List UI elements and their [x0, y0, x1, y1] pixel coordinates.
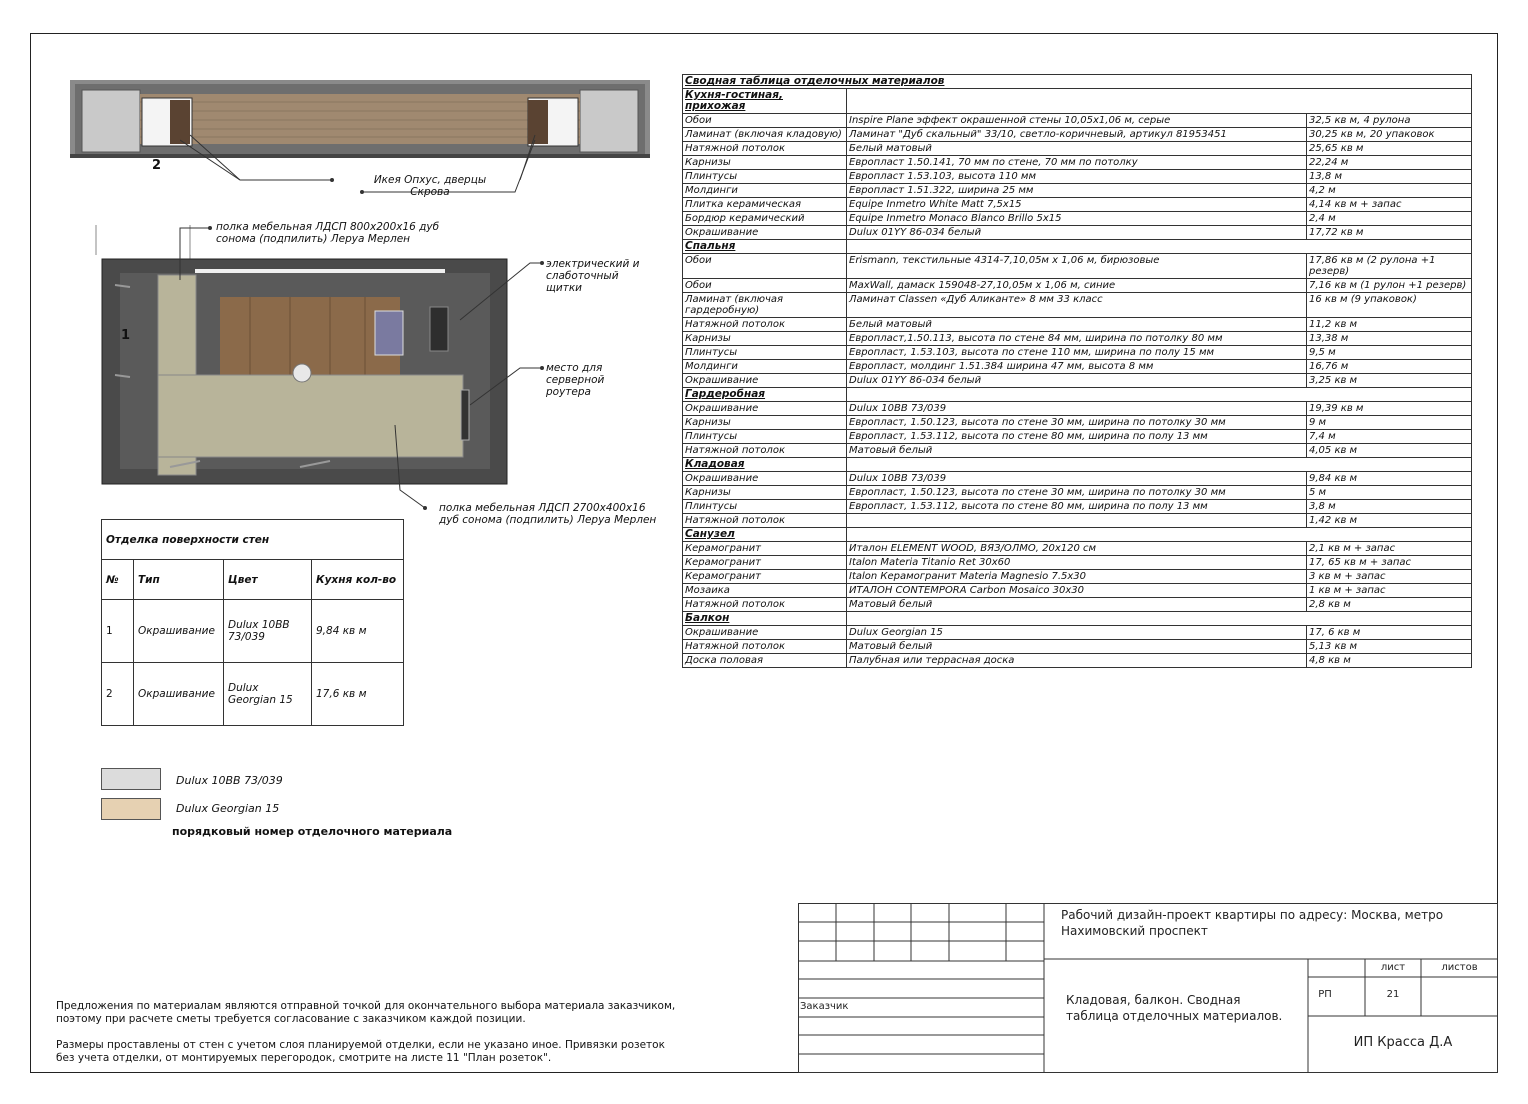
table-row [683, 170, 1472, 184]
section-empty-cell [847, 458, 1472, 472]
legend-note: порядковый номер отделочного материала [172, 825, 453, 838]
marker-1: 1 [121, 328, 131, 343]
cell-material: Италон ELEMENT WOOD, ВЯЗ/ОЛМО, 20х120 см [847, 542, 1307, 556]
cell-qty: 3,25 кв м [1307, 374, 1472, 388]
table-row [683, 500, 1472, 514]
table-row [683, 374, 1472, 388]
cell-material: MaxWall, дамаск 159048-27,10,05м х 1,06 м, синие [847, 279, 1307, 293]
cell-qty: 17,72 кв м [1307, 226, 1472, 240]
cell-name: Окрашивание [683, 402, 847, 416]
marker-2: 2 [152, 158, 162, 173]
table-row [683, 542, 1472, 556]
cell-qty: 17, 65 кв м + запас [1307, 556, 1472, 570]
wall-header-color: Цвет [224, 560, 312, 600]
table-row [683, 293, 1472, 318]
table-row [683, 472, 1472, 486]
table-row [683, 332, 1472, 346]
cell-qty: 17, 6 кв м [1307, 626, 1472, 640]
table-row [683, 626, 1472, 640]
leader-lines-plan [170, 220, 550, 520]
cell-material: Italon Керамогранит Materia Magnesio 7.5x30 [847, 570, 1307, 584]
wall-cell: 1 [102, 600, 134, 663]
cell-qty: 7,16 кв м (1 рулон +1 резерв) [1307, 279, 1472, 293]
cell-material [847, 514, 1307, 528]
cell-material: Dulux 01YY 86-034 белый [847, 374, 1307, 388]
table-row [683, 640, 1472, 654]
cell-material: Inspire Plane эффект окрашенной стены 10,05х1,06 м, серые [847, 114, 1307, 128]
section-label: Кладовая [683, 458, 847, 472]
table-row [683, 444, 1472, 458]
cell-material: Dulux 10BB 73/039 [847, 472, 1307, 486]
cell-qty: 4,05 кв м [1307, 444, 1472, 458]
cell-name: Натяжной потолок [683, 318, 847, 332]
cell-qty: 4,8 кв м [1307, 654, 1472, 668]
cell-material: Dulux Georgian 15 [847, 626, 1307, 640]
cell-name: Окрашивание [683, 626, 847, 640]
cell-material: Erismann, текстильные 4314-7,10,05м х 1,06 м, бирюзовые [847, 254, 1307, 279]
cell-material: Европласт, 1.50.123, высота по стене 30 мм, ширина по потолку 30 мм [847, 416, 1307, 430]
cell-material: Dulux 01YY 86-034 белый [847, 226, 1307, 240]
wall-cell: 17,6 кв м [312, 663, 404, 726]
table-row [102, 600, 404, 663]
cell-qty: 3,8 м [1307, 500, 1472, 514]
section-label: Гардеробная [683, 388, 847, 402]
materials-summary-table [682, 74, 1472, 668]
note-paragraph-1: Предложения по материалам являются отправной точкой для окончательного выбора материала заказчиком, поэтому при расчете сметы требуется согласование с заказчиком каждой позиции. [56, 1000, 676, 1025]
callout-shelf-top: полка мебельная ЛДСП 800х200х16 дуб сонома (подпилить) Леруа Мерлен [216, 221, 440, 245]
section-empty-cell [847, 89, 1472, 114]
cell-qty: 4,14 кв м + запас [1307, 198, 1472, 212]
project-title: Рабочий дизайн-проект квартиры по адресу: Москва, метро Нахимовский проспект [1061, 908, 1444, 938]
cell-qty: 17,86 кв м (2 рулона +1 резерв) [1307, 254, 1472, 279]
sheets-label: листов [1441, 962, 1478, 973]
cell-name: Мозаика [683, 584, 847, 598]
cell-qty: 3 кв м + запас [1307, 570, 1472, 584]
table-row [683, 416, 1472, 430]
table-row [683, 318, 1472, 332]
callout-router: место для серверной роутера [546, 362, 605, 398]
cell-qty: 13,38 м [1307, 332, 1472, 346]
cell-name: Ламинат (включая гардеробную) [683, 293, 847, 318]
table-row [683, 114, 1472, 128]
cell-material: Европласт, молдинг 1.51.384 ширина 47 мм, высота 8 мм [847, 360, 1307, 374]
section-row [683, 458, 1472, 472]
section-row [683, 528, 1472, 542]
section-label: Кухня-гостиная, прихожая [683, 89, 847, 114]
callout-shelf-bottom: полка мебельная ЛДСП 2700х400х16 дуб сонома (подпилить) Леруа Мерлен [439, 502, 657, 526]
cell-name: Окрашивание [683, 374, 847, 388]
cell-material: Dulux 10BB 73/039 [847, 402, 1307, 416]
cell-name: Молдинги [683, 184, 847, 198]
cell-qty: 11,2 кв м [1307, 318, 1472, 332]
cell-name: Натяжной потолок [683, 444, 847, 458]
wall-table-title: Отделка поверхности стен [102, 520, 404, 560]
cell-name: Натяжной потолок [683, 640, 847, 654]
cell-material: Белый матовый [847, 318, 1307, 332]
section-label: Санузел [683, 528, 847, 542]
cell-name: Плинтусы [683, 170, 847, 184]
cell-material: Equipe Inmetro White Matt 7,5х15 [847, 198, 1307, 212]
wall-cell: 9,84 кв м [312, 600, 404, 663]
legend-label-beige: Dulux Georgian 15 [176, 802, 280, 815]
table-row [683, 570, 1472, 584]
sheet-label: лист [1380, 962, 1406, 973]
cell-qty: 2,1 кв м + запас [1307, 542, 1472, 556]
table-row [102, 663, 404, 726]
cell-qty: 2,4 м [1307, 212, 1472, 226]
wall-cell: Dulux 10BB 73/039 [224, 600, 312, 663]
cell-qty: 19,39 кв м [1307, 402, 1472, 416]
cell-qty: 5,13 кв м [1307, 640, 1472, 654]
cell-material: Equipe Inmetro Monaco Blanco Brillo 5х15 [847, 212, 1307, 226]
wall-cell: Dulux Georgian 15 [224, 663, 312, 726]
cell-name: Ламинат (включая кладовую) [683, 128, 847, 142]
cell-material: Палубная или террасная доска [847, 654, 1307, 668]
cell-name: Плинтусы [683, 430, 847, 444]
cell-name: Окрашивание [683, 472, 847, 486]
section-row [683, 612, 1472, 626]
wall-finish-table [101, 519, 404, 726]
section-row [683, 240, 1472, 254]
section-label: Балкон [683, 612, 847, 626]
summary-table-title: Сводная таблица отделочных материалов [683, 75, 1472, 89]
cell-qty: 1 кв м + запас [1307, 584, 1472, 598]
cell-qty: 30,25 кв м, 20 упаковок [1307, 128, 1472, 142]
cell-name: Плинтусы [683, 500, 847, 514]
section-row [683, 89, 1472, 114]
cell-material: Европласт, 1.53.112, высота по стене 80 мм, ширина по полу 13 мм [847, 500, 1307, 514]
table-row [683, 128, 1472, 142]
cell-material: Ламинат "Дуб скальный" 33/10, светло-коричневый, артикул 81953451 [847, 128, 1307, 142]
cell-name: Карнизы [683, 486, 847, 500]
legend-swatch-beige [101, 798, 161, 820]
table-row [683, 556, 1472, 570]
cell-material: Матовый белый [847, 598, 1307, 612]
sheet-number: 21 [1386, 989, 1400, 1000]
cell-name: Керамогранит [683, 570, 847, 584]
cell-qty: 5 м [1307, 486, 1472, 500]
section-label: Спальня [683, 240, 847, 254]
cell-name: Бордюр керамический [683, 212, 847, 226]
table-row [683, 584, 1472, 598]
wall-cell: Окрашивание [134, 600, 224, 663]
table-row [683, 226, 1472, 240]
wall-header-num: № [102, 560, 134, 600]
table-row [683, 514, 1472, 528]
cell-name: Керамогранит [683, 556, 847, 570]
cell-qty: 22,24 м [1307, 156, 1472, 170]
cell-material: Italon Materia Titanio Ret 30x60 [847, 556, 1307, 570]
cell-name: Керамогранит [683, 542, 847, 556]
note-paragraph-2: Размеры проставлены от стен с учетом слоя планируемой отделки, если не указано иное. Привязки розеток без учета отделки, от монтируемых перегородок, смотрите на листе 11 "План розеток". [56, 1039, 665, 1064]
cell-qty: 16 кв м (9 упаковок) [1307, 293, 1472, 318]
cell-name: Плитка керамическая [683, 198, 847, 212]
table-row [683, 430, 1472, 444]
cell-material: Европласт, 1.53.103, высота по стене 110 мм, ширина по полу 15 мм [847, 346, 1307, 360]
cell-material: Матовый белый [847, 444, 1307, 458]
table-row [683, 184, 1472, 198]
table-row [683, 402, 1472, 416]
table-row [683, 254, 1472, 279]
author-name: ИП Красса Д.А [1353, 1035, 1453, 1050]
cell-material: Европласт, 1.50.123, высота по стене 30 мм, ширина по потолку 30 мм [847, 486, 1307, 500]
cell-material: ИТАЛОН CONTEMPORA Carbon Mosaico 30x30 [847, 584, 1307, 598]
table-row [683, 156, 1472, 170]
cell-qty: 1,42 кв м [1307, 514, 1472, 528]
cell-qty: 9,84 кв м [1307, 472, 1472, 486]
legend-label-grey: Dulux 10BB 73/039 [176, 774, 283, 787]
cell-name: Натяжной потолок [683, 514, 847, 528]
cell-material: Белый матовый [847, 142, 1307, 156]
cell-qty: 9 м [1307, 416, 1472, 430]
cell-name: Карнизы [683, 416, 847, 430]
wall-header-type: Тип [134, 560, 224, 600]
cell-name: Натяжной потолок [683, 598, 847, 612]
cell-material: Европласт 1.50.141, 70 мм по стене, 70 мм по потолку [847, 156, 1307, 170]
table-row [683, 346, 1472, 360]
cell-name: Молдинги [683, 360, 847, 374]
cell-qty: 32,5 кв м, 4 рулона [1307, 114, 1472, 128]
callout-doors: Икея Опхус, дверцы Скрова [373, 174, 487, 198]
wall-cell: 2 [102, 663, 134, 726]
table-row [683, 654, 1472, 668]
cell-material: Матовый белый [847, 640, 1307, 654]
table-row [683, 598, 1472, 612]
stage-code: РП [1318, 989, 1332, 1000]
cell-qty: 2,8 кв м [1307, 598, 1472, 612]
cell-material: Европласт, 1.53.112, высота по стене 80 мм, ширина по полу 13 мм [847, 430, 1307, 444]
table-row [683, 212, 1472, 226]
cell-name: Обои [683, 114, 847, 128]
cell-name: Доска половая [683, 654, 847, 668]
cell-name: Обои [683, 254, 847, 279]
wall-header-qty: Кухня кол-во [312, 560, 404, 600]
cell-qty: 25,65 кв м [1307, 142, 1472, 156]
cell-name: Натяжной потолок [683, 142, 847, 156]
legend-swatch-grey [101, 768, 161, 790]
table-row [683, 142, 1472, 156]
cell-qty: 7,4 м [1307, 430, 1472, 444]
cell-qty: 13,8 м [1307, 170, 1472, 184]
cell-qty: 4,2 м [1307, 184, 1472, 198]
cell-material: Европласт 1.51.322, ширина 25 мм [847, 184, 1307, 198]
sheet-title: Кладовая, балкон. Сводная таблица отделочных материалов. [1066, 993, 1283, 1023]
cell-name: Карнизы [683, 156, 847, 170]
section-row [683, 388, 1472, 402]
cell-material: Европласт,1.50.113, высота по стене 84 мм, ширина по потолку 80 мм [847, 332, 1307, 346]
table-row [683, 360, 1472, 374]
cell-material: Ламинат Classen «Дуб Аликанте» 8 мм 33 класс [847, 293, 1307, 318]
table-row [683, 279, 1472, 293]
cell-qty: 9,5 м [1307, 346, 1472, 360]
cell-name: Окрашивание [683, 226, 847, 240]
cell-qty: 16,76 м [1307, 360, 1472, 374]
section-empty-cell [847, 240, 1472, 254]
table-row [683, 198, 1472, 212]
table-row [683, 486, 1472, 500]
wall-cell: Окрашивание [134, 663, 224, 726]
section-empty-cell [847, 388, 1472, 402]
section-empty-cell [847, 528, 1472, 542]
customer-label: Заказчик [800, 1001, 849, 1012]
cell-material: Европласт 1.53.103, высота 110 мм [847, 170, 1307, 184]
cell-name: Обои [683, 279, 847, 293]
callout-panels: электрический и слаботочный щитки [546, 258, 640, 294]
cell-name: Карнизы [683, 332, 847, 346]
section-empty-cell [847, 612, 1472, 626]
cell-name: Плинтусы [683, 346, 847, 360]
